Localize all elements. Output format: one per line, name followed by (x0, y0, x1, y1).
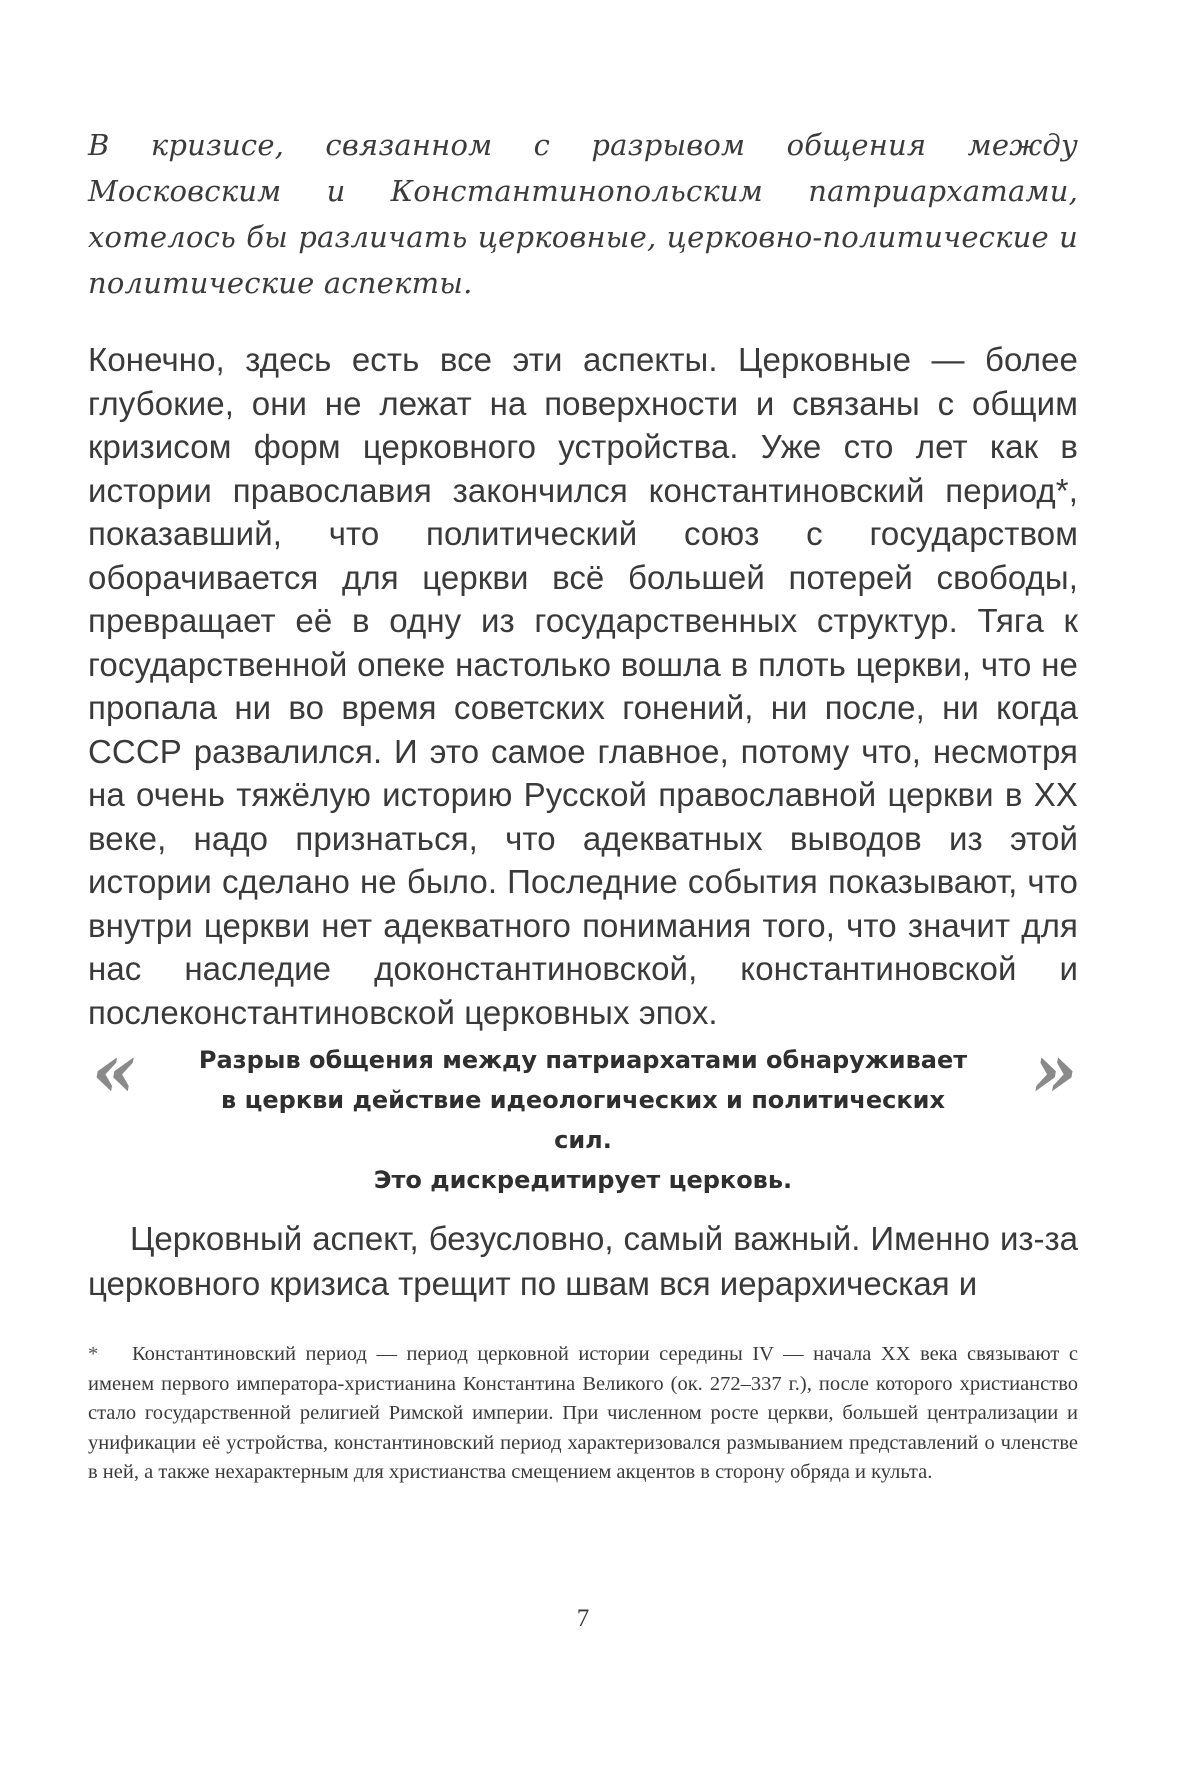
close-quote-icon: » (1024, 1028, 1086, 1114)
page-number: 7 (576, 1605, 590, 1632)
open-quote-icon: « (84, 1028, 146, 1114)
footnote-text: Константиновский период — период церковной истории середины IV — начала XX века связывают с именем первого императора-христианина Константина Великого (ок. 272–337 г.), после которого христианство стало государственной религией Римской империи. При численном росте церкви, большей централизации и унификации её устройства, константиновский период характеризовался размыванием представлений о членстве в ней, а также нехарактерным для христианства смещением акцентов в сторону обряда и культа. (88, 1343, 1078, 1483)
footnote-mark: * (88, 1343, 99, 1365)
pull-quote-text (188, 1040, 978, 1200)
continuation-paragraph: Церковный аспект, безусловно, самый важный. Именно из-за церковного кризиса трещит по швам вся иерархическая и (88, 1220, 1078, 1302)
interview-question: В кризисе, связанном с разрывом общения между Московским и Константинопольским патриархатами, хотелось бы различать церковные, церковно-политические и политические аспекты. (88, 128, 1078, 300)
interview-answer: Конечно, здесь есть все эти аспекты. Церковные — более глубокие, они не лежат на поверхности и связаны с общим кризисом форм церковного устройства. Уже сто лет как в истории православия закончился константиновский период*, показавший, что политический союз с государством оборачивается для церкви всё большей потерей свободы, превращает её в одну из государственных структур. Тяга к государственной опеке настолько вошла в плоть церкви, что не пропала ни во время советских гонений, ни после, ни когда СССР развалился. И это самое главное, потому что, несмотря на очень тяжёлую историю Русской православной церкви в ХХ веке, надо признаться, что адекватных выводов из этой истории сделано не было. Последние события показывают, что внутри церкви нет адекватного понимания того, что значит для нас наследие доконстантиновской, константиновской и послеконстантиновской церковных эпох. (88, 341, 1078, 1031)
pull-quote-line: Это дискредитирует церковь. (373, 1166, 793, 1194)
pull-quote-line: Разрыв общения между патриархатами обнаруживает (198, 1046, 968, 1074)
pull-quote (84, 1028, 1086, 1194)
pull-quote-line: в церкви действие идеологических и политических сил. (221, 1086, 945, 1154)
footnote (88, 1340, 1078, 1488)
book-page (84, 0, 1086, 1772)
